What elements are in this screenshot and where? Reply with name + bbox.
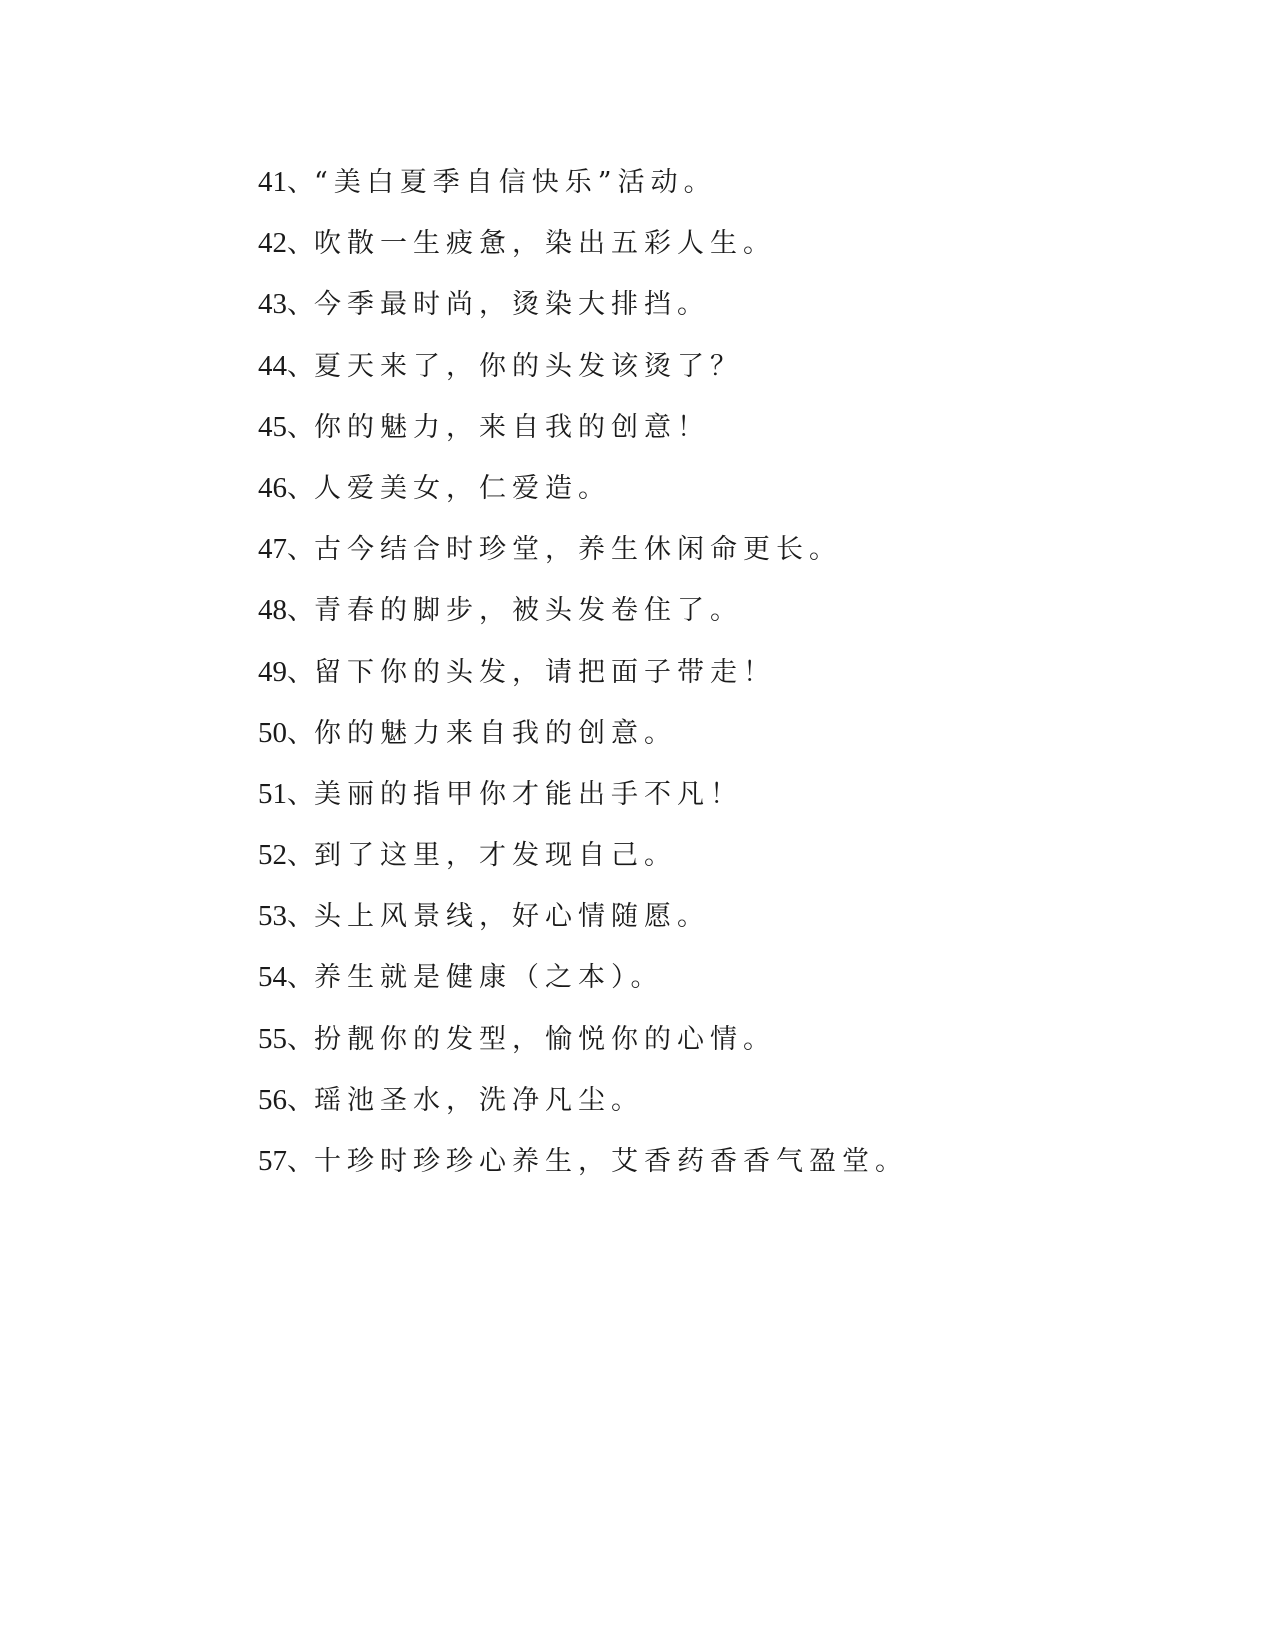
- list-item: [258, 711, 1158, 772]
- item-separator: 、: [287, 534, 314, 566]
- item-text: 留下你的头发，请把面子带走！: [314, 656, 776, 688]
- list-item: [258, 405, 1158, 466]
- item-text: 十珍时珍珍心养生，艾香药香香气盈堂。: [314, 1146, 908, 1177]
- item-text: 头上风景线，好心情随愿。: [314, 901, 710, 933]
- item-number: 53: [258, 900, 287, 933]
- item-text: 吹散一生疲惫，染出五彩人生。: [314, 228, 776, 260]
- item-number: 47: [258, 533, 287, 566]
- item-number: 52: [258, 839, 287, 872]
- slogan-list: [258, 160, 1158, 1200]
- item-text: 青春的脚步，被头发卷住了。: [314, 595, 743, 627]
- list-item: [258, 1139, 1158, 1200]
- item-separator: 、: [287, 901, 314, 933]
- item-number: 45: [258, 410, 287, 443]
- item-text: “美白夏季自信快乐”活动。: [314, 167, 717, 198]
- list-item: [258, 1078, 1158, 1139]
- item-text: 古今结合时珍堂，养生休闲命更长。: [314, 534, 842, 566]
- item-number: 44: [258, 349, 287, 382]
- item-separator: 、: [287, 167, 314, 198]
- item-text: 养生就是健康（之本）。: [314, 962, 664, 994]
- item-separator: 、: [287, 595, 314, 627]
- item-number: 54: [258, 961, 287, 994]
- item-separator: 、: [287, 411, 314, 443]
- item-number: 46: [258, 471, 287, 504]
- list-item: [258, 221, 1158, 282]
- item-separator: 、: [287, 350, 314, 382]
- list-item: [258, 894, 1158, 955]
- item-text: 瑶池圣水，洗净凡尘。: [314, 1084, 644, 1116]
- list-item: [258, 588, 1158, 649]
- item-separator: 、: [287, 962, 314, 994]
- item-separator: 、: [287, 778, 314, 810]
- item-number: 49: [258, 655, 287, 688]
- item-number: 48: [258, 594, 287, 627]
- list-item: [258, 650, 1158, 711]
- item-text: 人爱美女，仁爱造。: [314, 472, 611, 504]
- item-separator: 、: [287, 228, 314, 260]
- item-text: 到了这里，才发现自己。: [314, 840, 677, 872]
- item-separator: 、: [287, 289, 314, 321]
- list-item: [258, 527, 1158, 588]
- item-separator: 、: [287, 717, 314, 749]
- item-text: 你的魅力，来自我的创意！: [314, 411, 710, 443]
- list-item: [258, 772, 1158, 833]
- list-item: [258, 344, 1158, 405]
- item-text: 夏天来了，你的头发该烫了？: [314, 350, 743, 382]
- item-number: 56: [258, 1083, 287, 1116]
- list-item: [258, 1017, 1158, 1078]
- item-text: 扮靓你的发型，愉悦你的心情。: [314, 1023, 776, 1055]
- item-text: 今季最时尚，烫染大排挡。: [314, 289, 710, 321]
- item-separator: 、: [287, 472, 314, 504]
- list-item: [258, 282, 1158, 343]
- item-separator: 、: [287, 656, 314, 688]
- item-number: 55: [258, 1022, 287, 1055]
- item-separator: 、: [287, 1146, 314, 1177]
- item-number: 41: [258, 166, 287, 198]
- item-text: 你的魅力来自我的创意。: [314, 717, 677, 749]
- item-separator: 、: [287, 1084, 314, 1116]
- item-number: 43: [258, 288, 287, 321]
- list-item: [258, 955, 1158, 1016]
- list-item: [258, 466, 1158, 527]
- item-separator: 、: [287, 1023, 314, 1055]
- item-number: 50: [258, 716, 287, 749]
- item-separator: 、: [287, 840, 314, 872]
- list-item: [258, 833, 1158, 894]
- item-text: 美丽的指甲你才能出手不凡！: [314, 778, 743, 810]
- item-number: 51: [258, 777, 287, 810]
- list-item: [258, 160, 1158, 221]
- item-number: 42: [258, 227, 287, 260]
- item-number: 57: [258, 1145, 287, 1177]
